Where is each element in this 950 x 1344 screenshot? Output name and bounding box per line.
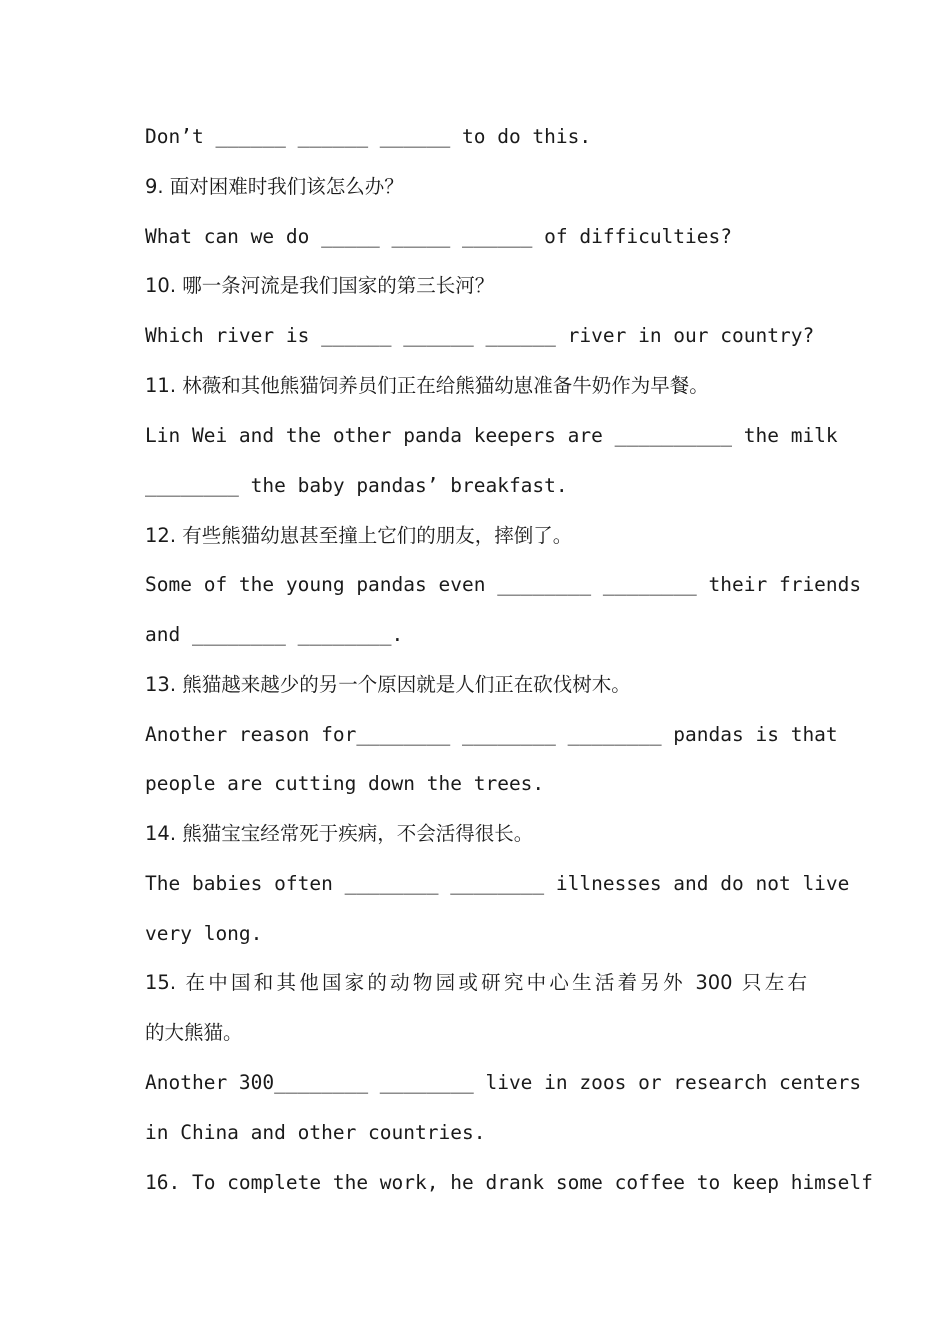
question-9: 9. 面对困难时我们该怎么办？ (145, 175, 404, 198)
exercise-line-12-answer-1: Some of the young pandas even ________ ________ their friends (145, 573, 862, 596)
exercise-line-8-answer: Don’t ______ ______ ______ to do this. (145, 125, 592, 148)
question-12: 12. 有些熊猫幼崽甚至撞上它们的朋友，摔倒了。 (145, 524, 573, 547)
exercise-line-9-answer: What can we do _____ _____ ______ of difficulties? (145, 225, 732, 248)
exercise-line-11-answer-1: Lin Wei and the other panda keepers are __________ the milk (145, 424, 838, 447)
exercise-line-14-answer-2: very long. (145, 922, 263, 945)
exercise-line-15-answer-2: in China and other countries. (145, 1121, 486, 1144)
question-15-part-2: 的大熊猫。 (145, 1021, 243, 1044)
exercise-line-13-answer-2: people are cutting down the trees. (145, 772, 545, 795)
exercise-line-10-answer: Which river is ______ ______ ______ river in our country? (145, 324, 815, 347)
exercise-line-12-answer-2: and ________ ________. (145, 623, 404, 646)
exercise-line-11-answer-2: ________ the baby pandas’ breakfast. (145, 474, 568, 497)
exercise-line-14-answer-1: The babies often ________ ________ illnesses and do not live (145, 872, 850, 895)
question-11: 11. 林薇和其他熊猫饲养员们正在给熊猫幼崽准备牛奶作为早餐。 (145, 374, 709, 397)
question-14: 14. 熊猫宝宝经常死于疾病，不会活得很长。 (145, 822, 534, 845)
question-16: 16. To complete the work, he drank some coffee to keep himself (145, 1171, 873, 1194)
question-15-part-1: 15. 在中国和其他国家的动物园或研究中心生活着另外 300 只左右 (145, 971, 807, 994)
exercise-line-13-answer-1: Another reason for________ ________ ________ pandas is that (145, 723, 838, 746)
question-13: 13. 熊猫越来越少的另一个原因就是人们正在砍伐树木。 (145, 673, 631, 696)
question-10: 10. 哪一条河流是我们国家的第三长河？ (145, 274, 495, 297)
exercise-line-15-answer-1: Another 300________ ________ live in zoos or research centers (145, 1071, 862, 1094)
